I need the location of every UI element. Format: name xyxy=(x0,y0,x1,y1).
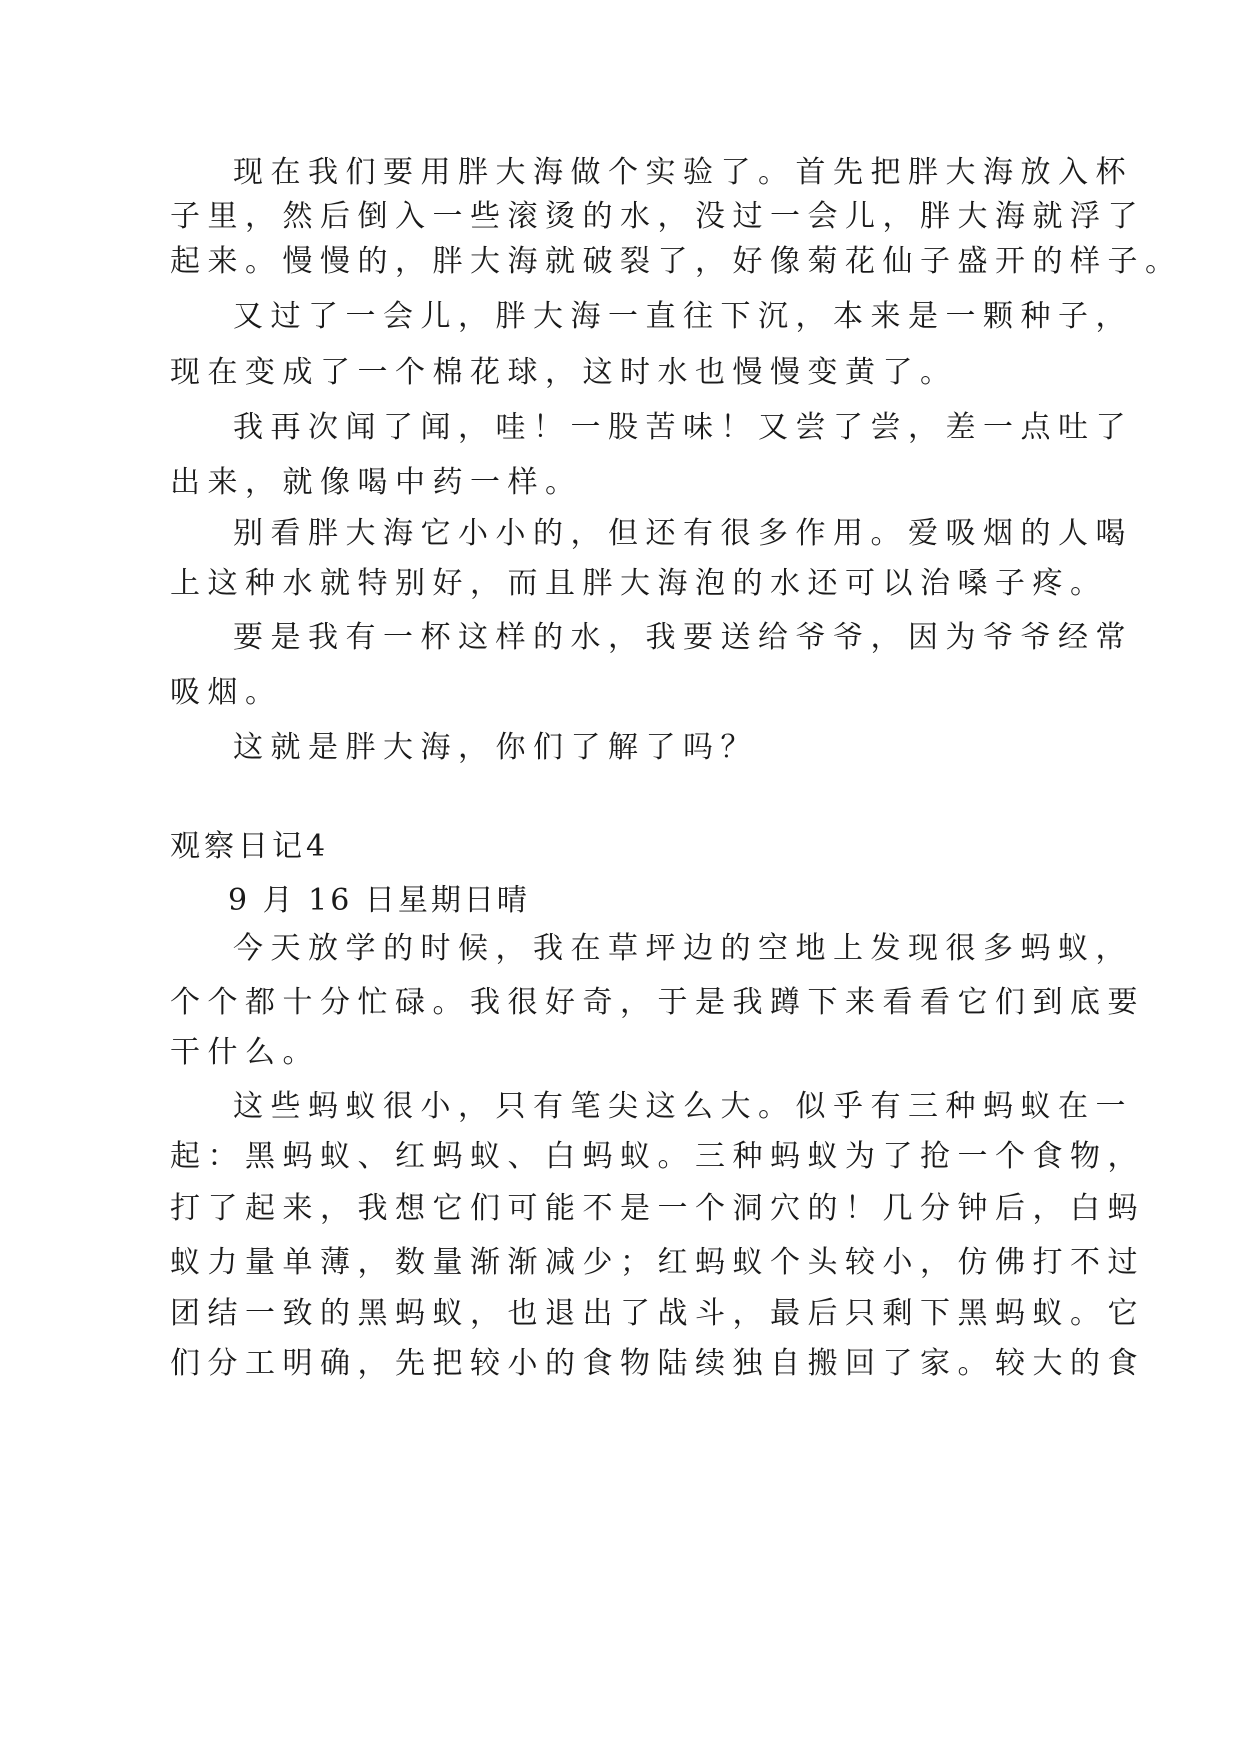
text-line: 要是我有一杯这样的水，我要送给爷爷，因为爷爷经常 xyxy=(233,620,1133,655)
text-line: 现在我们要用胖大海做个实验了。首先把胖大海放入杯 xyxy=(233,155,1133,190)
text-line: 起：黑蚂蚁、红蚂蚁、白蚂蚁。三种蚂蚁为了抢一个食物， xyxy=(170,1139,1145,1174)
diary-title: 观察日记4 xyxy=(170,829,330,864)
text-line: 这就是胖大海，你们了解了吗？ xyxy=(233,730,758,765)
text-line: 团结一致的黑蚂蚁，也退出了战斗，最后只剩下黑蚂蚁。它 xyxy=(170,1296,1145,1331)
text-line: 子里，然后倒入一些滚烫的水，没过一会儿，胖大海就浮了 xyxy=(170,199,1145,234)
text-line: 现在变成了一个棉花球，这时水也慢慢变黄了。 xyxy=(170,355,958,390)
text-line: 又过了一会儿，胖大海一直往下沉，本来是一颗种子， xyxy=(233,299,1133,334)
text-line: 别看胖大海它小小的，但还有很多作用。爱吸烟的人喝 xyxy=(233,516,1133,551)
text-line: 起来。慢慢的，胖大海就破裂了，好像菊花仙子盛开的样子。 xyxy=(170,244,1183,279)
text-line: 这些蚂蚁很小，只有笔尖这么大。似乎有三种蚂蚁在一 xyxy=(233,1089,1133,1124)
text-line: 吸烟。 xyxy=(170,675,283,710)
text-line: 打了起来，我想它们可能不是一个洞穴的！几分钟后，白蚂 xyxy=(170,1191,1145,1226)
text-line: 我再次闻了闻，哇！一股苦味！又尝了尝，差一点吐了 xyxy=(233,410,1133,445)
text-line: 上这种水就特别好，而且胖大海泡的水还可以治嗓子疼。 xyxy=(170,566,1108,601)
text-line: 个个都十分忙碌。我很好奇，于是我蹲下来看看它们到底要 xyxy=(170,985,1145,1020)
text-line: 蚁力量单薄，数量渐渐减少；红蚂蚁个头较小，仿佛打不过 xyxy=(170,1245,1145,1280)
text-line: 干什么。 xyxy=(170,1035,320,1070)
text-line: 们分工明确，先把较小的食物陆续独自搬回了家。较大的食 xyxy=(170,1346,1145,1381)
text-line: 出来，就像喝中药一样。 xyxy=(170,465,583,500)
text-line: 今天放学的时候，我在草坪边的空地上发现很多蚂蚁， xyxy=(233,931,1133,966)
diary-date: 9 月 16 日星期日晴 xyxy=(228,883,530,918)
